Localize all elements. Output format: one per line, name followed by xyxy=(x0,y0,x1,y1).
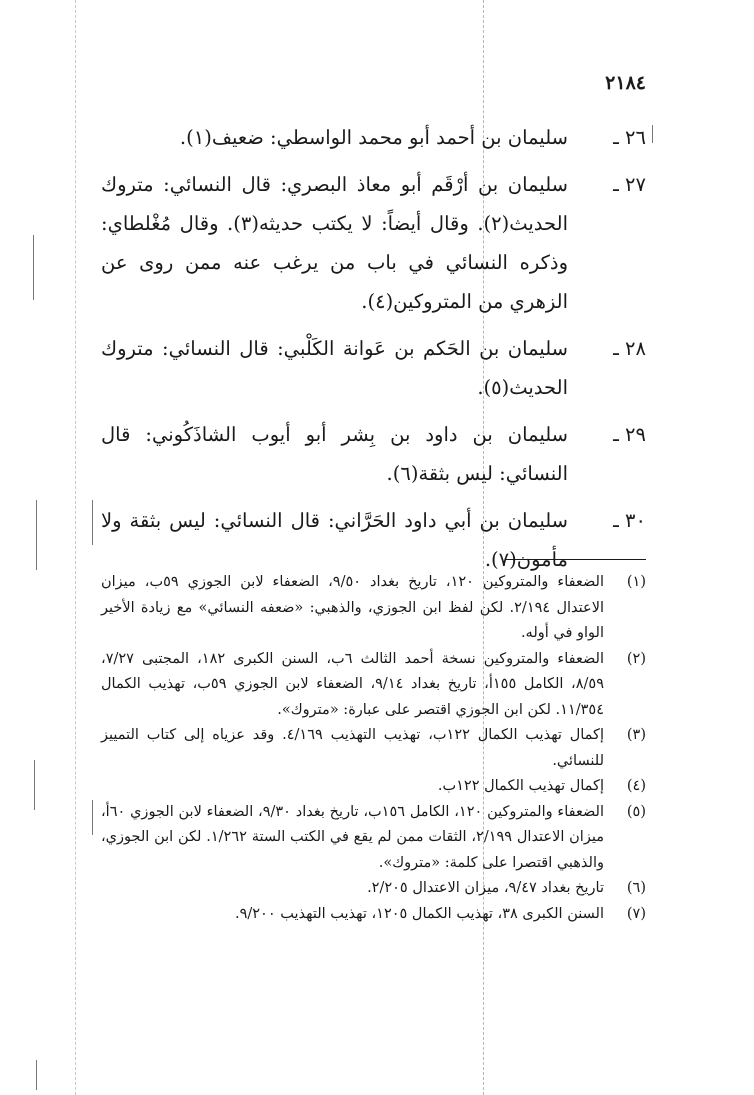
footnote-text: إكمال تهذيب الكمال ١٢٢ب، تهذيب التهذيب ٤/١٦٩. وقد عزياه إلى كتاب التمييز للنسائي. xyxy=(101,727,604,769)
scan-edge-line xyxy=(75,0,76,1095)
entry-text: سليمان بن داود بن بِشر أبو أيوب الشاذَكُوني: قال النسائي: ليس بثقة(٦). xyxy=(101,423,568,485)
footnote-number: (٣) xyxy=(626,727,646,743)
footnote-4 xyxy=(101,774,646,800)
entries-list xyxy=(101,118,646,587)
footnote-number: (٤) xyxy=(626,778,646,794)
entry-number: ٢٧ ـ xyxy=(613,173,646,196)
footnote-text: إكمال تهذيب الكمال ١٢٢ب. xyxy=(437,778,604,794)
footnote-text: الضعفاء والمتروكين نسخة أحمد الثالث ٦ب، السنن الكبرى ١٨٢، المجتبى ٧/٢٧، ٨/٥٩، الكامل ١٥٥أ، تاريخ بغداد ٩/١٤، الضعفاء لابن الجوزي ٥٩ب، تهذيب الكمال ١١/٣٥٤. لكن ابن الجوزي اقتصر على عبارة: «متروك». xyxy=(101,650,604,718)
footnote-1 xyxy=(101,570,646,647)
footnote-number: (١) xyxy=(626,574,646,590)
footnote-text: الضعفاء والمتروكين ١٢٠، الكامل ١٥٦ب، تاريخ بغداد ٩/٣٠، الضعفاء لابن الجوزي ٦٠أ، ميزان الاعتدال ٢/١٩٩، الثقات ممن لم يقع في الكتب الستة ١/٢٦٢. لكن ابن الجوزي، والذهبي اقتصرا على كلمة: «متروك». xyxy=(101,803,604,871)
footnote-3 xyxy=(101,723,646,774)
entry-27 xyxy=(101,165,646,321)
footnote-2 xyxy=(101,647,646,724)
footnote-number: (٦) xyxy=(626,880,646,896)
scan-mark xyxy=(36,500,37,570)
entry-number: ٢٨ ـ xyxy=(613,337,646,360)
entry-26 xyxy=(101,118,646,157)
scan-mark xyxy=(92,800,93,835)
footnote-text: تاريخ بغداد ٩/٤٧، ميزان الاعتدال ٢/٢٠٥. xyxy=(367,880,604,896)
footnote-number: (٧) xyxy=(626,905,646,922)
footnote-5 xyxy=(101,800,646,877)
footnote-text: الضعفاء والمتروكين ١٢٠، تاريخ بغداد ٩/٥٠، الضعفاء لابن الجوزي ٥٩ب، ميزان الاعتدال ٢/١٩٤. لكن لفظ ابن الجوزي، والذهبي: «ضعفه النسائي» مع زيادة الأخير الواو في أوله. xyxy=(101,574,604,641)
entry-28 xyxy=(101,329,646,407)
footnote-number: (٥) xyxy=(626,803,646,820)
footnote-7 xyxy=(101,902,646,928)
entry-30 xyxy=(101,501,646,579)
footnotes-list xyxy=(101,570,646,927)
scan-mark xyxy=(92,500,93,545)
footnote-text: السنن الكبرى ٣٨، تهذيب الكمال ١٢٠٥، تهذيب التهذيب ٩/٢٠٠. xyxy=(234,905,604,922)
entry-text: سليمان بن أبي داود الحَرَّاني: قال النسائي: ليس بثقة ولا مأمون(٧). xyxy=(101,509,568,571)
footnote-number: (٢) xyxy=(626,650,646,667)
entry-text: سليمان بن أحمد أبو محمد الواسطي: ضعيف(١). xyxy=(179,126,568,149)
scan-mark xyxy=(36,1060,37,1090)
footnote-divider xyxy=(506,559,646,560)
entry-text: سليمان بن أرْقَم أبو معاذ البصري: قال النسائي: متروك الحديث(٢). وقال أيضاً: لا يكتب حديثه(٣). وقال مُغْلطاي: وذكره النسائي في باب من يرغب عنه ممن روى عن الزهري من المتروكين(٤). xyxy=(101,173,568,313)
scan-mark xyxy=(652,125,653,143)
entry-number: ٢٩ ـ xyxy=(613,423,646,446)
scan-mark xyxy=(33,235,34,300)
entry-29 xyxy=(101,415,646,493)
entry-text: سليمان بن الحَكم بن عَوانة الكَلْبي: قال النسائي: متروك الحديث(٥). xyxy=(101,337,568,399)
page-number: ٢١٨٤ xyxy=(605,72,646,94)
entry-number: ٣٠ ـ xyxy=(613,509,646,532)
entry-number: ٢٦ ـ xyxy=(613,126,646,149)
scan-mark xyxy=(34,760,35,810)
footnote-6 xyxy=(101,876,646,902)
